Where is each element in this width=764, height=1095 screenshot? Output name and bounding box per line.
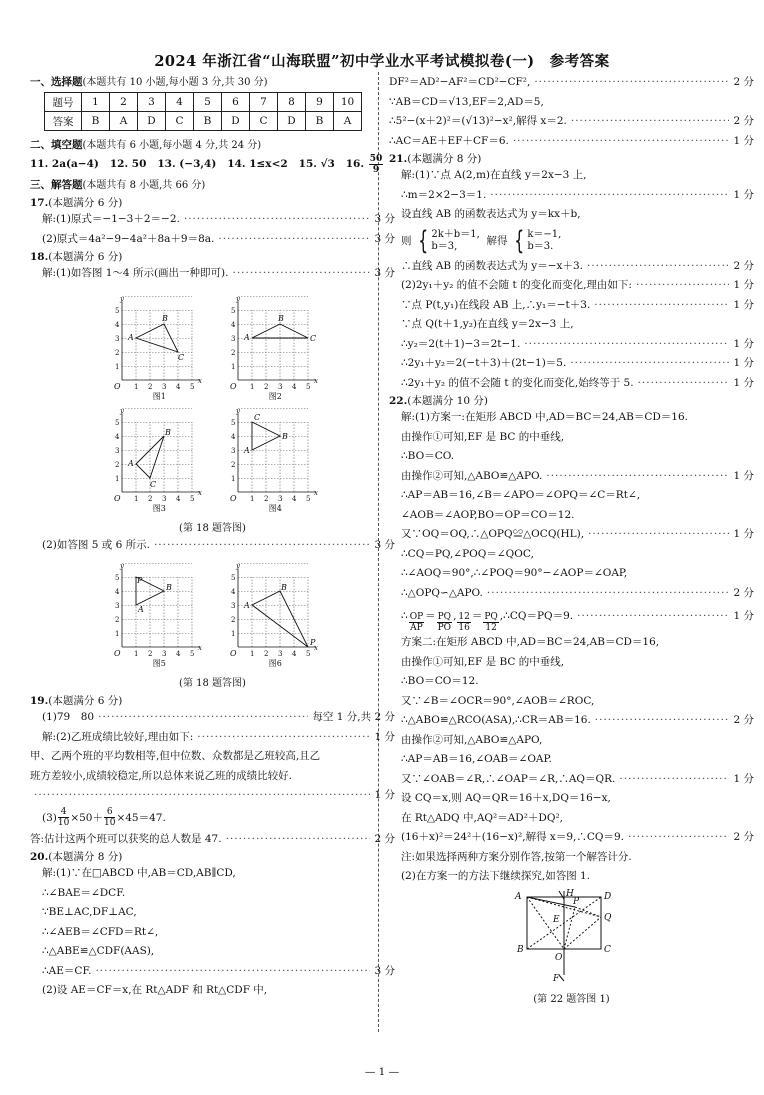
- origin-label: O: [230, 649, 237, 658]
- label-f: F: [553, 973, 560, 984]
- point-label-b: B: [278, 313, 284, 323]
- q22-figure: [389, 889, 754, 988]
- x-tick-label: 1: [250, 650, 255, 658]
- y-tick-label: 4: [115, 320, 120, 329]
- q22-line: ∴△OPQ∽△APO. ····· 2 分: [389, 584, 754, 604]
- label-h: H: [566, 888, 574, 899]
- q22-line: 又∵∠B＝∠OCR＝90°,∠AOB＝∠ROC,: [401, 694, 595, 707]
- y-tick-label: 1: [115, 474, 120, 483]
- q20-line: ∴∠AEB＝∠CFD＝Rt∠,: [42, 925, 159, 938]
- q20-line: (2)设 AE＝CF＝x,在 Rt△ADF 和 Rt△CDF 中,: [42, 984, 268, 996]
- segment-op: [564, 907, 575, 949]
- y-tick-label: 3: [115, 446, 120, 455]
- q19-line: (1)79 80 ····· 每空 1 分,共 2 分: [30, 708, 395, 728]
- x-axis-label: x: [314, 644, 318, 652]
- score: 2 分: [733, 714, 754, 726]
- q19-heading: 19.(本题满分 6 分): [30, 695, 123, 707]
- point-label-c: C: [178, 352, 185, 362]
- q21-line: 解:(1)∵点 A(2,m)在直线 y＝2x−3 上,: [401, 169, 587, 181]
- label-a: A: [515, 891, 522, 902]
- answer-16-fraction: $\frac{50}{9}$: [369, 153, 383, 175]
- origin-label: O: [114, 649, 121, 658]
- score: 3 分: [374, 267, 395, 279]
- score: 3 分: [374, 213, 395, 225]
- score: 1 分: [733, 134, 754, 147]
- figure-label: 图2: [268, 391, 282, 401]
- score: 1 分: [733, 772, 754, 785]
- q-num: 6: [222, 93, 250, 112]
- point-label-p: P: [310, 638, 316, 647]
- q18-caption-2: (第 18 题答图): [179, 678, 246, 689]
- q22-line: ∴AP＝AB＝16,∠B＝∠APO＝∠OPQ＝∠C＝Rt∠,: [401, 489, 641, 501]
- q22-line: (2)在方案一的方法下继续探究,如答图 1.: [401, 870, 591, 882]
- answer-cell: D: [278, 112, 306, 131]
- q-num: 3: [138, 93, 166, 112]
- answer-15: 15. √3: [298, 158, 335, 170]
- q22-line: ∴△ABO≌△RCO(ASA),∴CR＝AB＝16. ····· 2 分: [389, 711, 754, 731]
- y-tick-label: 4: [231, 588, 236, 596]
- score: 2 分: [733, 831, 754, 843]
- y-tick-label: 3: [231, 446, 236, 455]
- q22-line: ∴BO＝CO＝12.: [401, 675, 479, 687]
- point-label-b: B: [281, 583, 287, 592]
- x-axis-label: x: [198, 644, 202, 652]
- x-tick-label: 1: [250, 382, 255, 391]
- answer-11: 11. 2a(a−4): [30, 158, 99, 170]
- q-num: 7: [250, 93, 278, 112]
- page-title: 2024 年浙江省“山海联盟”初中学业水平考试模拟卷(一) 参考答案: [154, 53, 610, 70]
- q18-figure-group-2: [108, 555, 338, 669]
- answer-cell: C: [250, 112, 278, 131]
- q19-line: 班方差较小,成绩较稳定,所以总体来说乙班的成绩比较好.: [30, 769, 293, 782]
- point-label-b: B: [282, 431, 288, 441]
- y-tick-label: 3: [115, 602, 120, 610]
- y-tick-label: 3: [231, 334, 236, 343]
- score: 2 分: [733, 115, 754, 127]
- q20-line: ∵BE⊥AC,DF⊥AC,: [42, 906, 137, 918]
- answer-16: 16.: [345, 158, 365, 170]
- q22-line: 设 CQ＝x,则 AQ＝QR＝16＋x,DQ＝16−x,: [401, 792, 611, 804]
- answer-cell: B: [194, 112, 222, 131]
- q22-line: ∴CQ＝PQ,∠POQ＝∠QOC,: [401, 547, 534, 560]
- q20-line: ∴AE＝CF. ····· 3 分: [30, 962, 395, 982]
- grid-figure: [114, 407, 202, 513]
- q22-line: 注:如果选择两种方案分别作答,按第一个解答计分.: [401, 850, 632, 863]
- label-o: O: [555, 952, 563, 963]
- q22-line: ∴∠AOQ＝90°,∴∠POQ＝90°−∠AOP＝∠OAP,: [401, 567, 628, 579]
- q22-fraction-line: ∴ $\frac{OP}{AP}$ ＝ $\frac{PQ}{PO}$ , $\frac{12}{16}$ ＝ $\frac{PQ}{12}$ ,∴CQ＝PQ＝9. ····· 1 分: [389, 603, 754, 633]
- y-tick-label: 4: [115, 432, 120, 441]
- y-tick-label: 2: [115, 616, 120, 624]
- q22-line: 在 Rt△ADQ 中,AQ²＝AD²＋DQ²,: [401, 811, 564, 824]
- answer-cell: C: [166, 112, 194, 131]
- q19-line: 答:估计这两个班可以获奖的总人数是 47. ····· 2 分: [30, 830, 395, 850]
- q22-line: 又∵OQ＝OQ,∴△OPQ≌△OCQ(HL), ····· 1 分: [389, 525, 754, 545]
- grid-figure: [230, 295, 318, 401]
- x-tick-label: 2: [264, 650, 269, 658]
- answer-table-row-answers: [45, 112, 362, 131]
- q21-line: 设直线 AB 的函数表达式为 y＝kx＋b,: [401, 208, 581, 220]
- point-label-b: B: [166, 583, 172, 592]
- y-tick-label: 3: [115, 334, 120, 343]
- answer-cell: D: [222, 112, 250, 131]
- q22-line: ∴AP＝AB＝16,∠OAB＝∠OAP.: [401, 753, 552, 765]
- q21-line: ∴y₂＝2(t＋1)−3＝2t−1. ····· 1 分: [389, 335, 754, 355]
- section-1-heading: 一、选择题(本题共有 10 小题,每小题 3 分,共 30 分): [30, 76, 268, 88]
- score: 2 分: [733, 76, 754, 88]
- q18-figure-group-1: [108, 286, 338, 514]
- q22-line: 又∵∠OAB＝∠R,∴∠OAP＝∠R,∴AQ＝QR. ····· 1 分: [389, 770, 754, 790]
- y-tick-label: 5: [231, 418, 236, 427]
- label-b: B: [517, 944, 524, 955]
- x-axis-label: x: [314, 376, 318, 385]
- point-label-a: A: [244, 445, 250, 455]
- q22-diagram: [513, 889, 623, 985]
- y-tick-label: 3: [231, 602, 236, 610]
- x-tick-label: 3: [162, 494, 167, 503]
- point-label-c: C: [150, 479, 157, 489]
- grid-figure: [230, 562, 318, 668]
- q17-line: 解:(1)原式＝−1−3＋2＝−2. ····· 3 分: [30, 210, 395, 230]
- x-axis-label: x: [314, 488, 318, 497]
- q22-caption: (第 22 题答图 1): [533, 993, 610, 1005]
- grid-figure: [114, 295, 202, 401]
- point-label-c: C: [254, 412, 261, 422]
- figure-label: 图1: [152, 391, 166, 401]
- q20-line: ∴∠BAE＝∠DCF.: [42, 886, 126, 899]
- q21-line: ∵点 P(t,y₁)在线段 AB 上,∴y₁＝−t＋3. ····· 1 分: [389, 296, 754, 316]
- origin-label: O: [114, 493, 121, 503]
- x-tick-label: 2: [148, 650, 153, 658]
- score: 2 分: [733, 259, 754, 272]
- segment-oq: [564, 917, 601, 949]
- q-num: 9: [306, 93, 334, 112]
- q22-line: ∴BO＝CO.: [401, 450, 455, 462]
- point-label-a: A: [244, 332, 250, 342]
- label-p: P: [573, 896, 580, 907]
- q20-line: ∴5²−(x＋2)²＝(√13)²−x²,解得 x＝2. ····· 2 分: [389, 112, 754, 132]
- figure-label: 图4: [268, 503, 282, 513]
- score: 1 分: [733, 528, 754, 540]
- y-tick-label: 5: [115, 418, 120, 427]
- score: 3 分: [374, 538, 395, 551]
- y-axis-label: y: [120, 406, 124, 415]
- point-label-p: P: [137, 576, 143, 585]
- answer-cell: B: [306, 112, 334, 131]
- score: 2 分: [733, 586, 754, 599]
- x-tick-label: 4: [292, 382, 297, 391]
- score: 1 分: [733, 337, 754, 350]
- score: 每空 1 分,共 2 分: [312, 711, 395, 723]
- origin-label: O: [230, 381, 237, 391]
- q20-line: ∴AC＝AE＋EF＋CF＝6. ····· 1 分: [389, 132, 754, 152]
- q-num: 8: [278, 93, 306, 112]
- q21-heading: 21.(本题满分 8 分): [389, 153, 482, 165]
- q21-line: ∴2y₁＋y₂＝2(−t＋3)＋(2t−1)＝5. ····· 1 分: [389, 354, 754, 374]
- y-tick-label: 1: [231, 362, 236, 371]
- q20-heading: 20.(本题满分 8 分): [30, 851, 123, 863]
- q22-line: 由操作①可知,EF 是 BC 的中垂线,: [401, 655, 565, 668]
- left-column: [30, 73, 395, 1001]
- row-label-q: 题号: [45, 93, 82, 112]
- y-tick-label: 1: [231, 630, 236, 638]
- y-axis-label: y: [236, 294, 240, 303]
- answer-14: 14. 1≤x<2: [227, 158, 288, 170]
- q18-caption: (第 18 题答图): [179, 522, 246, 534]
- score: 1 分: [733, 279, 754, 291]
- q17-heading: 17.(本题满分 6 分): [30, 197, 123, 209]
- x-tick-label: 4: [292, 650, 297, 658]
- x-tick-label: 5: [306, 650, 311, 658]
- q22-line: 解:(1)方案一:在矩形 ABCD 中,AD＝BC＝24,AB＝CD＝16.: [401, 411, 689, 423]
- point-label-a: A: [128, 458, 134, 468]
- y-tick-label: 5: [231, 574, 236, 582]
- y-tick-label: 1: [115, 362, 120, 371]
- point-label-a: A: [138, 605, 144, 614]
- point-label-b: B: [162, 313, 168, 323]
- x-tick-label: 1: [134, 494, 139, 503]
- fill-in-answers: [30, 152, 395, 176]
- q-num: 1: [82, 93, 110, 112]
- origin-label: O: [114, 381, 121, 391]
- y-axis-label: y: [236, 562, 240, 570]
- score: 1 分: [733, 376, 754, 389]
- answer-cell: B: [82, 112, 110, 131]
- figure-label: 图6: [268, 659, 282, 668]
- q-num: 4: [166, 93, 194, 112]
- q18-line: 解:(1)如答图 1～4 所示(画出一种即可). ····· 3 分: [30, 264, 395, 284]
- q21-line: ∴m＝2×2−3＝1. ····· 1 分: [389, 186, 754, 206]
- y-tick-label: 5: [115, 306, 120, 315]
- section-2-heading: 二、填空题(本题共有 6 小题,每小题 4 分,共 24 分): [30, 139, 262, 151]
- q18-figures-1-4: [30, 286, 395, 517]
- x-tick-label: 2: [148, 382, 153, 391]
- score: 1 分: [374, 730, 395, 743]
- q-num: 2: [110, 93, 138, 112]
- x-tick-label: 3: [278, 650, 283, 658]
- q22-line: ∠AOB＝∠AOP,BO＝OP＝CO＝12.: [401, 508, 575, 521]
- y-tick-label: 4: [115, 588, 120, 596]
- triangle: [136, 324, 178, 352]
- y-tick-label: 2: [231, 460, 236, 469]
- q21-line: ∵点 Q(t＋1,y₂)在直线 y＝2x−3 上,: [401, 318, 574, 330]
- right-column: [389, 73, 754, 1007]
- score: 1 分: [733, 469, 754, 482]
- figure-label: 图5: [152, 659, 166, 668]
- x-tick-label: 3: [162, 650, 167, 658]
- x-axis-label: x: [198, 376, 202, 385]
- y-axis-label: y: [236, 406, 240, 415]
- q22-line: 方案二:在矩形 ABCD 中,AD＝BC＝24,AB＝CD＝16,: [401, 636, 660, 648]
- y-tick-label: 4: [231, 432, 236, 441]
- x-tick-label: 5: [306, 382, 311, 391]
- x-tick-label: 3: [278, 382, 283, 391]
- x-axis-label: x: [198, 488, 202, 497]
- x-tick-label: 1: [134, 382, 139, 391]
- x-tick-label: 1: [134, 650, 139, 658]
- section-3-heading: 三、解答题(本题共有 8 小题,共 66 分): [30, 179, 206, 191]
- q20-line: 解:(1)∵在□ABCD 中,AB＝CD,AB∥CD,: [42, 867, 236, 879]
- point-label-a: A: [128, 332, 134, 342]
- score: 3 分: [374, 232, 395, 245]
- origin-label: O: [230, 493, 237, 503]
- y-tick-label: 5: [231, 306, 236, 315]
- triangle: [136, 436, 164, 478]
- x-tick-label: 4: [176, 494, 181, 503]
- y-tick-label: 2: [231, 616, 236, 624]
- score: 1 分: [733, 610, 754, 622]
- grid-figure: [114, 562, 202, 668]
- q22-line: 由操作①可知,EF 是 BC 的中垂线,: [401, 430, 565, 443]
- q22-line: 由操作②可知,△ABO≌△APO,: [401, 733, 543, 746]
- q22-heading: 22.(本题满分 10 分): [389, 395, 489, 407]
- answer-cell: A: [334, 112, 362, 131]
- q21-line: ∴直线 AB 的函数表达式为 y＝−x＋3. ····· 2 分: [389, 257, 754, 277]
- arrow-bottom: [559, 975, 564, 981]
- arrow-top: [559, 891, 564, 899]
- q17-line: (2)原式＝4a²−9−4a²＋8a＋9＝8a. ····· 3 分: [30, 230, 395, 250]
- x-tick-label: 5: [190, 650, 195, 658]
- grid-figure: [230, 407, 318, 513]
- y-axis-label: y: [120, 294, 124, 303]
- q20-line: ∵AB＝CD＝√13,EF＝2,AD＝5,: [389, 95, 544, 108]
- q22-line: (16＋x)²＝24²＋(16−x)²,解得 x＝9,∴CQ＝9. ····· 2 分: [389, 828, 754, 848]
- score: 3 分: [374, 964, 395, 977]
- answer-table: [44, 92, 362, 131]
- q18-line: (2)如答图 5 或 6 所示. ····· 3 分: [30, 536, 395, 556]
- x-tick-label: 2: [148, 494, 153, 503]
- q19-line-calc: (3) $\frac{4}{10}$ ×50＋ $\frac{6}{10}$ ×45＝47.: [42, 807, 166, 828]
- answer-12: 12. 50: [109, 158, 147, 170]
- q18-heading: 18.(本题满分 6 分): [30, 251, 123, 263]
- x-tick-label: 5: [306, 494, 311, 503]
- score: 1 分: [733, 298, 754, 311]
- q22-line: 由操作②可知,△ABO≌△APO. ····· 1 分: [389, 467, 754, 487]
- x-tick-label: 3: [278, 494, 283, 503]
- y-tick-label: 2: [231, 348, 236, 357]
- q19-line: [30, 786, 395, 806]
- label-c: C: [604, 944, 611, 955]
- q20-line: DF²＝AD²−AF²＝CD²−CF², ····· 2 分: [389, 73, 754, 93]
- x-tick-label: 2: [264, 382, 269, 391]
- q21-line: ∴2y₁＋y₂ 的值不会随 t 的变化而变化,始终等于 5. ····· 1 分: [389, 374, 754, 394]
- answer-cell: D: [138, 112, 166, 131]
- y-tick-label: 4: [231, 320, 236, 329]
- y-tick-label: 1: [115, 630, 120, 638]
- q-num: 10: [334, 93, 362, 112]
- y-tick-label: 2: [115, 460, 120, 469]
- y-tick-label: 1: [231, 474, 236, 483]
- figure-label: 图3: [152, 503, 166, 513]
- x-tick-label: 3: [162, 382, 167, 391]
- x-tick-label: 2: [264, 494, 269, 503]
- y-axis-label: y: [120, 562, 124, 570]
- score: 2 分: [374, 832, 395, 845]
- row-label-a: 答案: [45, 112, 82, 131]
- q21-system: 则 { 2k＋b＝1, b＝3, 解得 { k＝−1, b＝3.: [401, 225, 562, 256]
- x-tick-label: 5: [190, 494, 195, 503]
- label-q: Q: [604, 912, 612, 923]
- q20-line: ∴△ABE≌△CDF(AAS),: [42, 945, 155, 957]
- q19-line: 甲、乙两个班的平均数相等,但中位数、众数都是乙班较高,且乙: [30, 750, 321, 762]
- x-tick-label: 4: [176, 382, 181, 391]
- label-e: E: [553, 914, 560, 925]
- answer-cell: A: [110, 112, 138, 131]
- answer-table-row-numbers: [45, 93, 362, 112]
- point-label-b: B: [165, 427, 171, 437]
- point-label-a: A: [244, 601, 250, 610]
- y-tick-label: 2: [115, 348, 120, 357]
- label-d: D: [604, 891, 612, 902]
- q19-line: 解:(2)乙班成绩比较好,理由如下: ····· 1 分: [30, 728, 395, 748]
- score: 1 分: [374, 789, 395, 801]
- q18-figures-5-6: [30, 555, 395, 672]
- answer-13: 13. (−3,4): [157, 158, 217, 170]
- page-number: — 1 —: [364, 1066, 400, 1078]
- x-tick-label: 1: [250, 494, 255, 503]
- q-num: 5: [194, 93, 222, 112]
- x-tick-label: 4: [292, 494, 297, 503]
- x-tick-label: 5: [190, 382, 195, 391]
- score: 1 分: [733, 188, 754, 201]
- x-tick-label: 4: [176, 650, 181, 658]
- q21-line: (2)2y₁＋y₂ 的值不会随 t 的变化而变化,理由如下: ····· 1 分: [389, 276, 754, 296]
- score: 1 分: [733, 357, 754, 369]
- point-label-c: C: [310, 333, 317, 343]
- y-tick-label: 5: [115, 574, 120, 582]
